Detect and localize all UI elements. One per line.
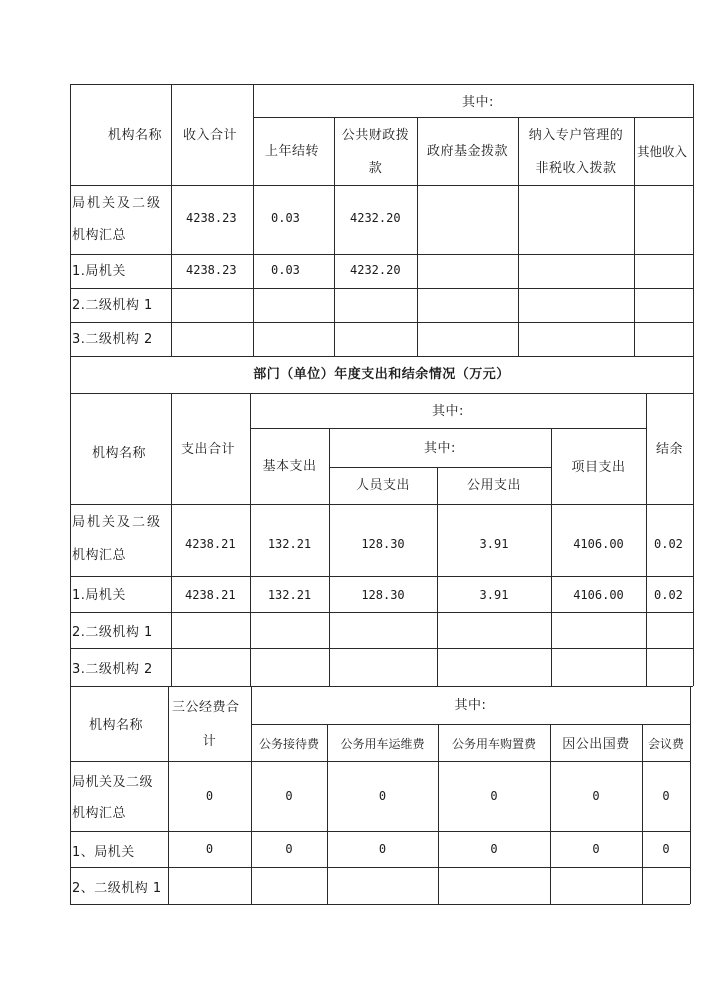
- header-personnel: 人员支出: [355, 478, 410, 493]
- grid-line: [70, 84, 71, 356]
- grid-line: [70, 612, 693, 613]
- header-basic: 基本支出: [262, 459, 317, 474]
- balance-value: 0.02: [654, 588, 683, 602]
- expense-total-value: 4238.21: [185, 588, 236, 602]
- public-value: 3.91: [479, 588, 509, 602]
- header-public: 公用支出: [466, 478, 521, 493]
- row-name: 机构汇总: [72, 548, 127, 563]
- abroad-value: 0: [592, 842, 600, 856]
- header-nontax-line1: 纳入专户管理的: [528, 128, 624, 143]
- row-name: 机构汇总: [72, 228, 127, 243]
- grid-line: [690, 686, 691, 904]
- row-name: 局机关及二级: [72, 775, 154, 790]
- grid-line: [693, 356, 694, 686]
- grid-line: [250, 428, 646, 429]
- header-balance: 结余: [655, 442, 683, 457]
- header-three-public-total: 三公经费合: [172, 700, 240, 715]
- basic-value: 132.21: [267, 588, 312, 602]
- project-value: 4106.00: [573, 588, 624, 602]
- vehicle-op-value: 0: [378, 842, 387, 856]
- grid-line: [253, 84, 254, 356]
- meeting-value: 0: [662, 842, 670, 856]
- header-carryover: 上年结转: [265, 144, 320, 159]
- vehicle-buy-value: 0: [490, 789, 498, 803]
- header-vehicle-op: 公务用车运维费: [340, 737, 425, 751]
- header-abroad: 因公出国费: [562, 737, 630, 752]
- header-expense-total: 支出合计: [181, 442, 236, 457]
- row-name: 1.局机关: [72, 264, 126, 279]
- grid-line: [518, 117, 519, 356]
- vehicle-op-value: 0: [378, 789, 387, 803]
- vehicle-buy-value: 0: [490, 842, 498, 856]
- header-fiscal-line1: 公共财政拨: [341, 128, 410, 143]
- grid-line: [693, 84, 694, 356]
- basic-value: 132.21: [267, 537, 312, 551]
- header-among: 其中:: [432, 404, 464, 419]
- row-name: 2.二级机构 1: [72, 625, 153, 640]
- personnel-value: 128.30: [361, 537, 405, 551]
- header-org-name: 机构名称: [89, 718, 144, 733]
- grid-line: [70, 356, 71, 686]
- abroad-value: 0: [592, 789, 600, 803]
- grid-line: [329, 467, 551, 468]
- grid-line: [70, 185, 693, 186]
- header-among-sub: 其中:: [424, 441, 456, 456]
- row-name: 1、局机关: [72, 845, 135, 860]
- header-reception: 公务接待费: [258, 737, 319, 751]
- header-among: 其中:: [454, 698, 487, 713]
- carryover-value: 0.03: [271, 211, 300, 225]
- income-total-value: 4238.23: [186, 263, 237, 277]
- grid-line: [251, 724, 690, 725]
- three-public-total-value: 0: [205, 789, 214, 803]
- grid-line: [171, 393, 172, 686]
- row-name: 1.局机关: [72, 588, 126, 603]
- grid-line: [70, 686, 693, 687]
- grid-line: [646, 393, 647, 686]
- carryover-value: 0.03: [271, 263, 300, 277]
- header-vehicle-buy: 公务用车购置费: [451, 737, 536, 751]
- header-nontax-line2: 非税收入拨款: [535, 161, 617, 176]
- grid-line: [70, 504, 693, 505]
- header-other-income: 其他收入: [637, 144, 688, 159]
- row-name: 2.二级机构 1: [72, 298, 153, 313]
- grid-line: [70, 84, 693, 85]
- row-name: 局机关及二级: [72, 515, 163, 530]
- header-project: 项目支出: [571, 460, 626, 475]
- grid-line: [634, 117, 635, 356]
- grid-line: [329, 428, 330, 686]
- expense-total-value: 4238.21: [185, 537, 236, 551]
- meeting-value: 0: [662, 789, 670, 803]
- grid-line: [70, 254, 693, 255]
- grid-line: [70, 356, 693, 357]
- fiscal-value: 4232.20: [350, 211, 401, 225]
- grid-line: [70, 761, 690, 762]
- header-income-total: 收入合计: [183, 128, 238, 143]
- grid-line: [171, 84, 172, 356]
- balance-value: 0.02: [654, 537, 683, 551]
- row-name: 3.二级机构 2: [72, 662, 153, 677]
- grid-line: [70, 322, 693, 323]
- fiscal-value: 4232.20: [350, 263, 401, 277]
- grid-line: [437, 467, 438, 686]
- row-name: 机构汇总: [72, 806, 127, 821]
- header-org-name: 机构名称: [92, 446, 147, 461]
- grid-line: [334, 117, 335, 356]
- grid-line: [70, 904, 690, 905]
- three-public-total-value: 0: [205, 842, 214, 856]
- row-name: 2、二级机构 1: [72, 881, 162, 896]
- public-value: 3.91: [479, 537, 509, 551]
- reception-value: 0: [285, 789, 293, 803]
- grid-line: [70, 393, 693, 394]
- reception-value: 0: [285, 842, 293, 856]
- grid-line: [70, 648, 693, 649]
- grid-line: [70, 288, 693, 289]
- grid-line: [70, 686, 71, 904]
- header-meeting: 会议费: [647, 737, 684, 751]
- expense-section-title: 部门（单位）年度支出和结余情况（万元）: [253, 367, 510, 382]
- row-name: 3.二级机构 2: [72, 332, 153, 347]
- header-org-name: 机构名称: [108, 128, 163, 143]
- header-among: 其中:: [462, 95, 494, 110]
- row-name: 局机关及二级: [72, 196, 163, 211]
- personnel-value: 128.30: [361, 588, 405, 602]
- grid-line: [70, 831, 690, 832]
- grid-line: [70, 867, 690, 868]
- header-three-public-total: 计: [202, 734, 217, 749]
- grid-line: [70, 576, 693, 577]
- project-value: 4106.00: [573, 537, 624, 551]
- header-gov-fund: 政府基金拨款: [426, 144, 508, 159]
- income-total-value: 4238.23: [186, 211, 237, 225]
- header-fiscal-line2: 款: [368, 161, 383, 176]
- grid-line: [253, 117, 693, 118]
